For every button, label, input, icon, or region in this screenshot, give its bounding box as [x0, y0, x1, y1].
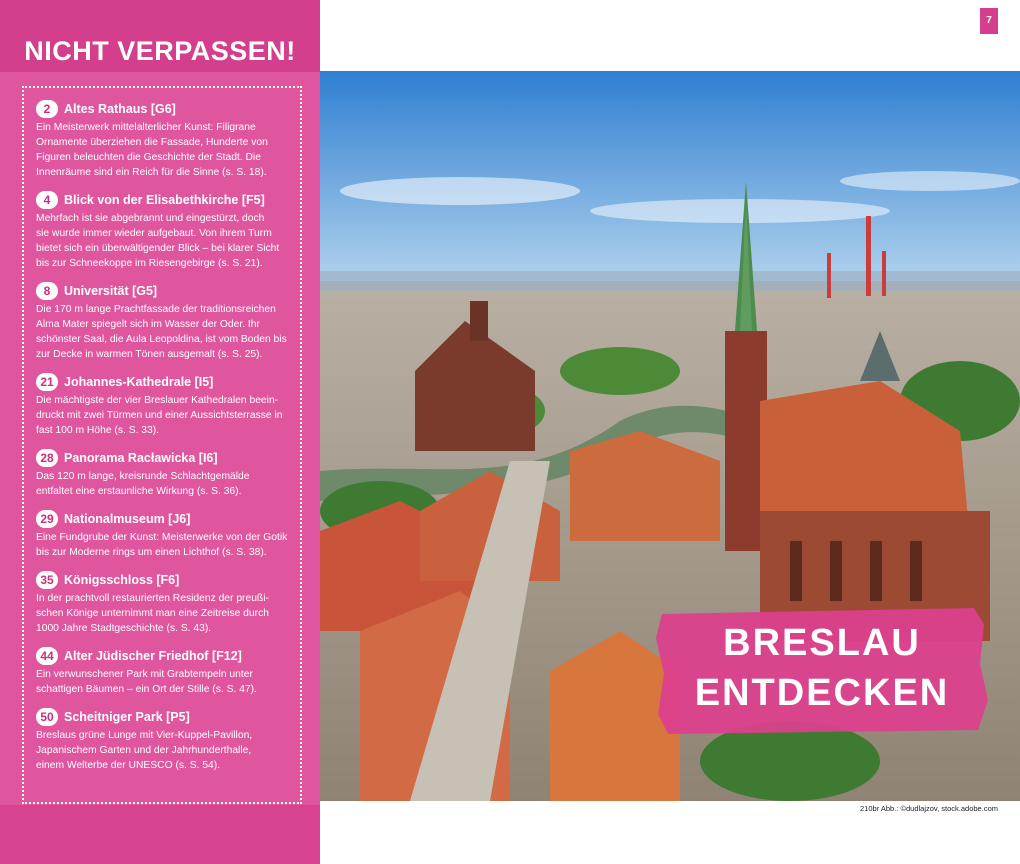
- highlight-entry-header: [36, 98, 298, 120]
- entry-description-line: Ornamente überziehen die Fassade, Hunderte von: [36, 137, 268, 148]
- entry-title: Scheitniger Park [P5]: [64, 710, 190, 724]
- sidebar-panel: [0, 0, 320, 864]
- highlight-entry: [36, 447, 298, 499]
- highlight-entry-header: [36, 706, 298, 728]
- entry-number-badge: 8: [36, 282, 58, 300]
- entry-number-badge: 28: [36, 449, 58, 467]
- entry-description: [36, 393, 298, 438]
- highlight-entry: [36, 706, 298, 773]
- highlight-entry-header: [36, 508, 298, 530]
- photo-credit: 210br Abb.: ©dudlajzov, stock.adobe.com: [860, 804, 998, 813]
- entry-number-badge: 4: [36, 191, 58, 209]
- entry-description-line: einem Welterbe der UNESCO (s. S. 54).: [36, 760, 221, 771]
- entry-description: [36, 211, 298, 271]
- entry-description-line: Eine Fundgrube der Kunst: Meisterwerke von der Gotik: [36, 532, 288, 543]
- entry-description-line: Innenräume sind ein Reich für die Sinne (s. S. 18).: [36, 167, 267, 178]
- entry-description-line: In der prachtvoll restaurierten Residenz der preußi-: [36, 593, 269, 604]
- entry-number-badge: 2: [36, 100, 58, 118]
- entry-title: Nationalmuseum [J6]: [64, 512, 191, 526]
- entry-title: Blick von der Elisabethkirche [F5]: [64, 193, 265, 207]
- highlight-entry-header: [36, 447, 298, 469]
- entry-description-line: schönster Saal, die Aula Leopoldina, ist vom Boden bis: [36, 334, 287, 345]
- banner-title-line2: ENTDECKEN: [694, 672, 950, 714]
- entry-description-line: Die mächtigste der vier Breslauer Kathedralen beein-: [36, 395, 279, 406]
- entry-description-line: bietet sich ein überwältigender Blick – bei klarer Sicht: [36, 243, 280, 254]
- entry-description: [36, 667, 298, 697]
- entry-number-badge: 50: [36, 708, 58, 726]
- entry-title: Königsschloss [F6]: [64, 573, 180, 587]
- highlight-entry: [36, 508, 298, 560]
- entry-description-line: bis zur Schneekoppe im Riesengebirge (s. S. 21).: [36, 258, 263, 269]
- entry-number-badge: 35: [36, 571, 58, 589]
- entry-description-line: Ein Meisterwerk mittelalterlicher Kunst: Filigrane: [36, 122, 256, 133]
- banner-title-line1: BRESLAU: [723, 622, 921, 664]
- entry-title: Johannes-Kathedrale [I5]: [64, 375, 214, 389]
- entry-description-line: Alma Mater spiegelt sich im Wasser der Oder. Ihr: [36, 319, 260, 330]
- entry-title: Panorama Racławicka [I6]: [64, 451, 218, 465]
- entry-number-badge: 44: [36, 647, 58, 665]
- entry-description: [36, 120, 298, 180]
- page-number: 7: [980, 8, 998, 34]
- entry-description-line: Breslaus grüne Lunge mit Vier-Kuppel-Pavillon,: [36, 730, 253, 741]
- entry-title: Universität [G5]: [64, 284, 158, 298]
- entry-description-line: entfaltet eine erstaunliche Wirkung (s. S. 36).: [36, 486, 242, 497]
- entry-number-badge: 29: [36, 510, 58, 528]
- entry-description: [36, 728, 298, 773]
- entry-description: [36, 591, 298, 636]
- highlight-entry-header: [36, 189, 298, 211]
- entry-description-line: Ein verwunschener Park mit Grabtempeln unter: [36, 669, 253, 680]
- entry-description-line: Das 120 m lange, kreisrunde Schlachtgemälde: [36, 471, 250, 482]
- highlight-entry: [36, 280, 298, 362]
- title-banner: [654, 604, 990, 736]
- highlight-entry: [36, 98, 298, 180]
- highlight-list: [36, 98, 298, 782]
- highlight-entry: [36, 189, 298, 271]
- entry-description-line: 1000 Jahre Stadtgeschichte (s. S. 43).: [36, 623, 212, 634]
- sidebar-title: NICHT VERPASSEN!: [24, 36, 296, 66]
- highlight-entry-header: [36, 371, 298, 393]
- highlight-entry-header: [36, 569, 298, 591]
- highlight-entry: [36, 645, 298, 697]
- entry-description: [36, 469, 298, 499]
- entry-description-line: schen Könige unternimmt man eine Zeitreise durch: [36, 608, 269, 619]
- entry-description: [36, 302, 298, 362]
- entry-description-line: Figuren beleuchten die Geschichte der Stadt. Die: [36, 152, 261, 163]
- entry-description-line: fast 100 m Höhe (s. S. 33).: [36, 425, 160, 436]
- entry-description-line: Japanischem Garten und der Jahrhunderthalle,: [36, 745, 252, 756]
- entry-title: Altes Rathaus [G6]: [64, 102, 176, 116]
- entry-description-line: druckt mit zwei Türmen und einer Aussichtsterrasse in: [36, 410, 283, 421]
- entry-description-line: schattigen Bäumen – ein Ort der Stille (s. S. 47).: [36, 684, 257, 695]
- highlight-entry-header: [36, 645, 298, 667]
- highlight-entry: [36, 371, 298, 438]
- entry-title: Alter Jüdischer Friedhof [F12]: [64, 649, 242, 663]
- entry-description-line: Die 170 m lange Prachtfassade der traditionsreichen: [36, 304, 276, 315]
- highlight-entry: [36, 569, 298, 636]
- entry-description-line: sie wurde immer wieder aufgebaut. Von ihrem Turm: [36, 228, 272, 239]
- entry-description-line: bis zur Moderne rings um einen Lichthof (s. S. 38).: [36, 547, 267, 558]
- entry-description-line: Mehrfach ist sie abgebrannt und eingestürzt, doch: [36, 213, 265, 224]
- sidebar-footer-band: [0, 805, 320, 864]
- entry-description: [36, 530, 298, 560]
- entry-number-badge: 21: [36, 373, 58, 391]
- entry-description-line: zur Decke in warmen Tönen ausgemalt (s. S. 25).: [36, 349, 263, 360]
- highlight-entry-header: [36, 280, 298, 302]
